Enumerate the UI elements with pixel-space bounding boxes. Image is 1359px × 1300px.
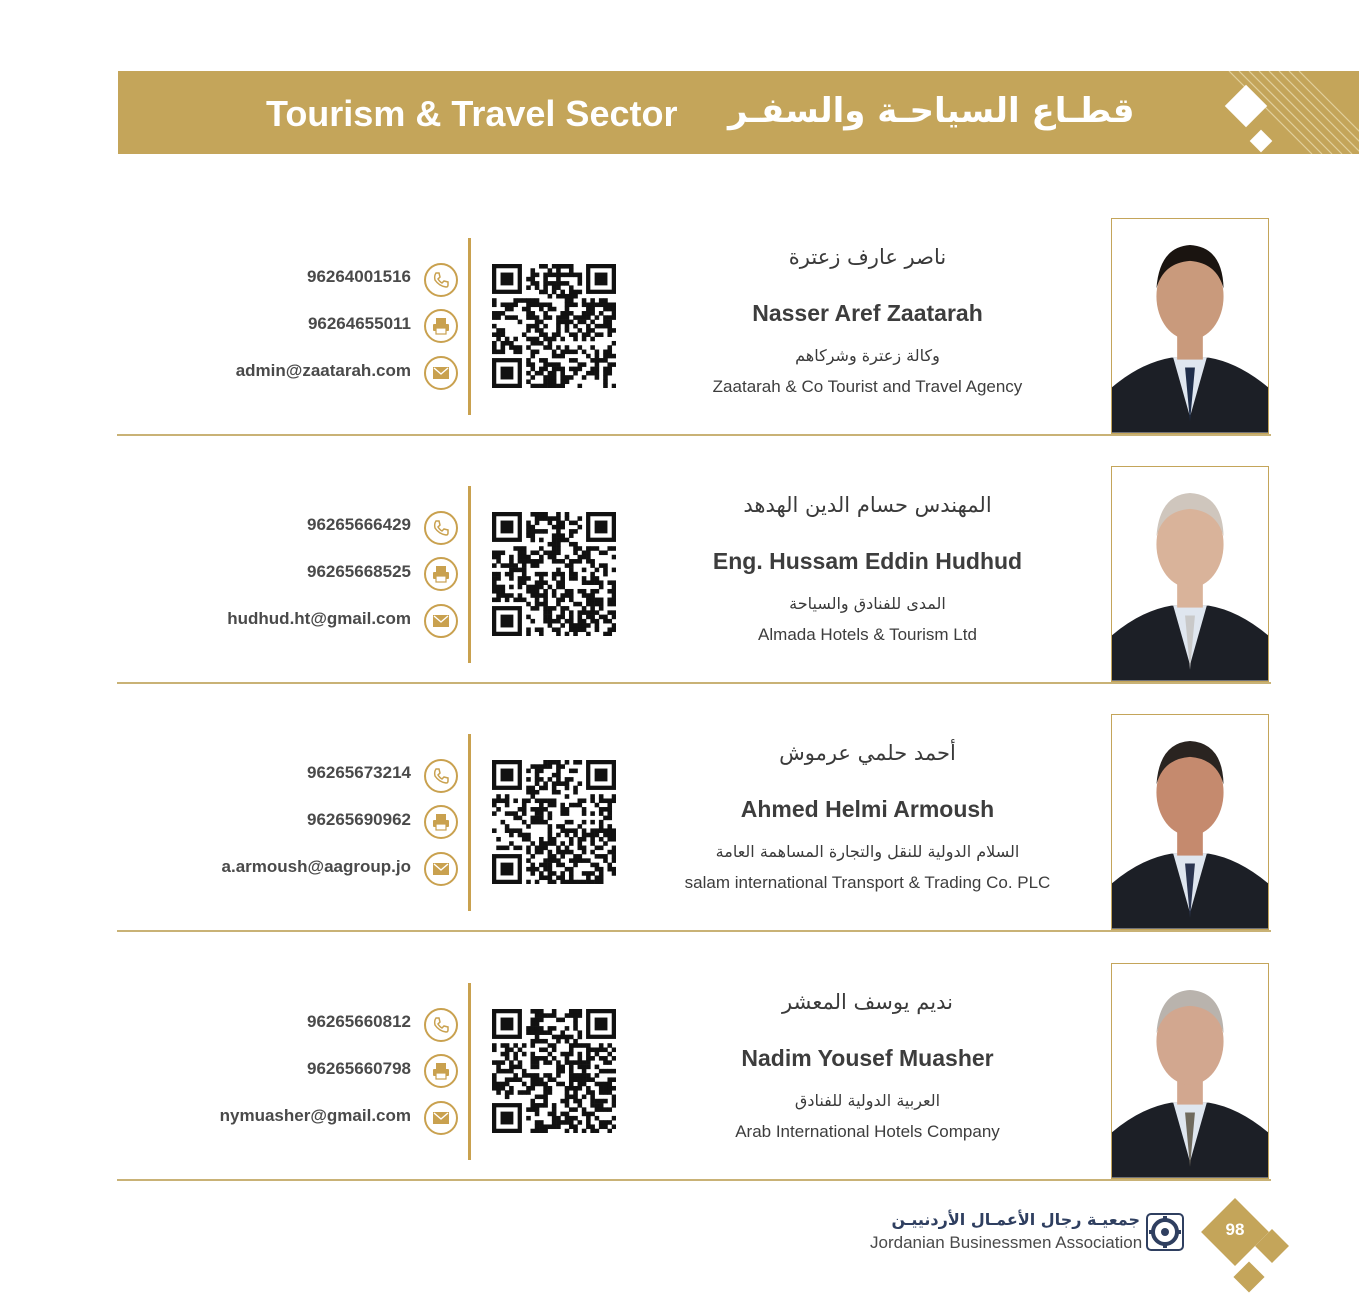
phone-icon [424,759,458,793]
member-photo [1111,218,1269,434]
sector-banner [118,71,1359,154]
fax-number[interactable]: 96265668525 [306,562,411,581]
member-photo [1111,963,1269,1179]
email-link[interactable]: admin@zaatarah.com [235,361,411,380]
company-name-en: salam international Transport & Trading Co. PLC [684,873,1051,892]
phone-number[interactable]: 96264001516 [306,267,411,286]
member-name-ar: أحمد حلمي عرموش [779,741,956,765]
column-divider [468,983,471,1160]
member-card [0,218,1359,466]
phone-icon [424,263,458,297]
member-name-ar: نديم يوسف المعشر [782,990,953,1014]
column-divider [468,486,471,663]
company-name-ar: وكالة زعترة وشركاهم [795,346,940,365]
fax-number[interactable]: 96264655011 [307,314,411,333]
envelope-icon [424,1101,458,1135]
column-divider [468,734,471,911]
member-name-ar: ناصر عارف زعترة [788,245,947,269]
diamond-logo-icon [1213,81,1283,154]
fax-number[interactable]: 96265660798 [306,1059,411,1078]
row-divider [117,930,1271,932]
email-link[interactable]: a.armoush@aagroup.jo [221,857,411,876]
company-name-en: Almada Hotels & Tourism Ltd [758,625,977,644]
page-number: 98 [1225,1220,1245,1239]
fax-icon [424,1054,458,1088]
phone-number[interactable]: 96265660812 [306,1012,411,1031]
member-name-ar: المهندس حسام الدين الهدهد [743,493,992,517]
fax-number[interactable]: 96265690962 [306,810,411,829]
page-number-diamonds [1198,1196,1302,1298]
sector-title-ar: قطـاع السياحـة والسفـر [728,91,1135,131]
member-name-en: Nadim Yousef Muasher [741,1045,994,1071]
company-name-en: Arab International Hotels Company [735,1122,1000,1141]
column-divider [468,238,471,415]
member-photo [1111,466,1269,682]
member-card [0,466,1359,714]
org-name-en: Jordanian Businessmen Association [870,1233,1143,1252]
sector-title-en: Tourism & Travel Sector [266,93,678,134]
member-card [0,714,1359,962]
envelope-icon [424,852,458,886]
org-name-ar: جمعيـة رجال الأعمـال الأردنييـن [891,1210,1140,1229]
envelope-icon [424,604,458,638]
phone-icon [424,511,458,545]
company-name-ar: المدى للفنادق والسياحة [789,594,946,613]
row-divider [117,682,1271,684]
company-name-ar: العربية الدولية للفنادق [794,1091,941,1110]
qr-code[interactable] [492,264,616,388]
fax-icon [424,557,458,591]
qr-code[interactable] [492,1009,616,1133]
row-divider [117,1179,1271,1181]
row-divider [117,434,1271,436]
qr-code[interactable] [492,512,616,636]
phone-number[interactable]: 96265673214 [306,763,411,782]
association-logo-icon [1146,1213,1184,1251]
fax-icon [424,805,458,839]
member-name-en: Eng. Hussam Eddin Hudhud [712,548,1023,574]
envelope-icon [424,356,458,390]
fax-icon [424,309,458,343]
member-card [0,963,1359,1211]
email-link[interactable]: nymuasher@gmail.com [219,1106,411,1125]
qr-code[interactable] [492,760,616,884]
member-name-en: Ahmed Helmi Armoush [740,796,995,822]
phone-number[interactable]: 96265666429 [306,515,411,534]
company-name-ar: السلام الدولية للنقل والتجارة المساهمة العامة [715,842,1020,861]
email-link[interactable]: hudhud.ht@gmail.com [227,609,411,628]
company-name-en: Zaatarah & Co Tourist and Travel Agency [712,377,1023,396]
phone-icon [424,1008,458,1042]
member-name-en: Nasser Aref Zaatarah [752,300,983,326]
member-photo [1111,714,1269,930]
